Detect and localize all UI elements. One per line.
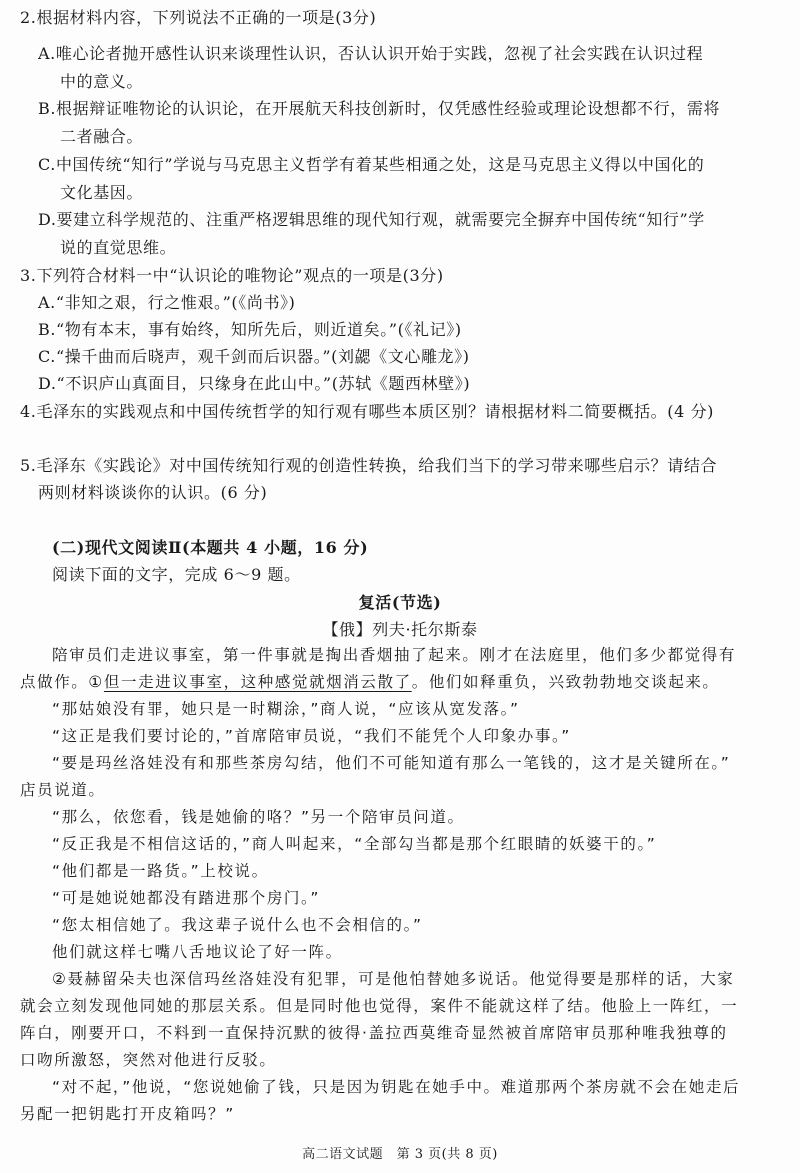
passage-p11-line2: 就会立刻发现他同她的那层关系。但是同时他也觉得，案件不能就这样了结。他脸上一阵红，一 — [20, 997, 739, 1015]
q2-option-a-cont: 中的意义。 — [60, 72, 144, 91]
q2-option-a: A.唯心论者抛开感性认识来谈理性认识，否认认识开始于实践，忽视了社会实践在认识过程 — [38, 44, 704, 63]
passage-title: 复活(节选) — [358, 593, 442, 612]
q2-option-c-cont: 文化基因。 — [60, 183, 144, 202]
q2-option-d: D.要建立科学规范的、注重严格逻辑思维的现代知行观，就需要完全摒弃中国传统“知行”学 — [38, 210, 705, 229]
passage-p9: “您太相信她了。我这辈子说什么也不会相信的。” — [52, 916, 423, 934]
q5-stem: 5.毛泽东《实践论》对中国传统知行观的创造性转换，给我们当下的学习带来哪些启示？请结合 — [20, 456, 718, 475]
passage-p2: “那姑娘没有罪，她只是一时糊涂，”商人说，“应该从宽发落。” — [52, 700, 520, 718]
passage-p1-pre: 点做作。① — [20, 673, 104, 691]
q3-stem: 3.下列符合材料一中“认识论的唯物论”观点的一项是(3分) — [20, 266, 444, 285]
passage-p12-line1: “对不起，”他说，“您说她偷了钱，只是因为钥匙在她手中。难道那两个茶房就不会在她走后 — [52, 1078, 741, 1096]
q4-stem: 4.毛泽东的实践观点和中国传统哲学的知行观有哪些本质区别？请根据材料二简要概括。(4 分) — [20, 402, 715, 421]
underlined-sentence-1: 但一走进议事室，这种感觉就烟消云散了 — [103, 673, 412, 691]
q2-stem: 2.根据材料内容，下列说法不正确的一项是(3分) — [20, 8, 377, 27]
q2-option-d-cont: 说的直觉思维。 — [60, 238, 177, 257]
passage-author: 【俄】列夫·托尔斯泰 — [322, 620, 478, 639]
q3-option-d: D.“不识庐山真面目，只缘身在此山中。”(苏轼《题西林壁》) — [38, 374, 471, 393]
passage-p4-line2: 店员说道。 — [20, 781, 106, 799]
passage-p11-line4: 口吻所激怒，突然对他进行反驳。 — [20, 1051, 277, 1069]
passage-p11-line1: ②聂赫留朵夫也深信玛丝洛娃没有犯罪，可是他怕替她多说话。他觉得要是那样的话，大家 — [52, 970, 735, 988]
q2-option-b: B.根据辩证唯物论的认识论，在开展航天科技创新时，仅凭感性经验或理论设想都不行，需将 — [38, 99, 721, 118]
q3-option-c: C.“操千曲而后晓声，观千剑而后识器。”(刘勰《文心雕龙》) — [38, 347, 470, 366]
passage-p8: “可是她说她都没有踏进那个房门。” — [52, 889, 321, 907]
passage-p6: “反正我是不相信这话的，”商人叫起来，“全部勾当都是那个红眼睛的妖婆干的。” — [52, 835, 657, 853]
q5-stem-cont: 两则材料谈谈你的认识。(6 分) — [38, 483, 268, 502]
q3-option-a: A.“非知之艰，行之惟艰。”(《尚书》) — [38, 293, 296, 312]
section-heading: (二)现代文阅读Ⅱ(本题共 4 小题，16 分) — [52, 538, 369, 557]
q3-option-b: B.“物有本末，事有始终，知所先后，则近道矣。”(《礼记》) — [38, 320, 462, 339]
page-footer: 高二语文试题 第 3 页(共 8 页) — [302, 1147, 498, 1162]
passage-p12-line2: 另配一把钥匙打开皮箱吗？” — [20, 1105, 235, 1123]
passage-p4-line1: “要是玛丝洛娃没有和那些茶房勾结，他们不可能知道有那么一笔钱的，这才是关键所在。” — [52, 754, 731, 772]
q2-option-c: C.中国传统“知行”学说与马克思主义哲学有着某些相通之处，这是马克思主义得以中国化的 — [38, 155, 705, 174]
passage-p3: “这正是我们要讨论的，”首席陪审员说，“我们不能凭个人印象办事。” — [52, 727, 571, 745]
passage-p1-line2 — [20, 670, 720, 694]
passage-p1-post: 。他们如释重负，兴致勃勃地交谈起来。 — [411, 673, 720, 691]
passage-p7: “他们都是一路货。”上校说。 — [52, 862, 269, 880]
passage-p10: 他们就这样七嘴八舌地议论了好一阵。 — [52, 943, 343, 961]
passage-p11-line3: 阵白，刚要开口，不料到一直保持沉默的彼得·盖拉西莫维奇显然被首席陪审员那种唯我独尊的 — [20, 1024, 728, 1042]
section-instruction: 阅读下面的文字，完成 6～9 题。 — [52, 565, 301, 584]
passage-p5: “那么，依您看，钱是她偷的咯？”另一个陪审员问道。 — [52, 808, 465, 826]
passage-p1-line1: 陪审员们走进议事室，第一件事就是掏出香烟抽了起来。刚才在法庭里，他们多少都觉得有 — [52, 646, 737, 664]
q2-option-b-cont: 二者融合。 — [60, 127, 144, 146]
